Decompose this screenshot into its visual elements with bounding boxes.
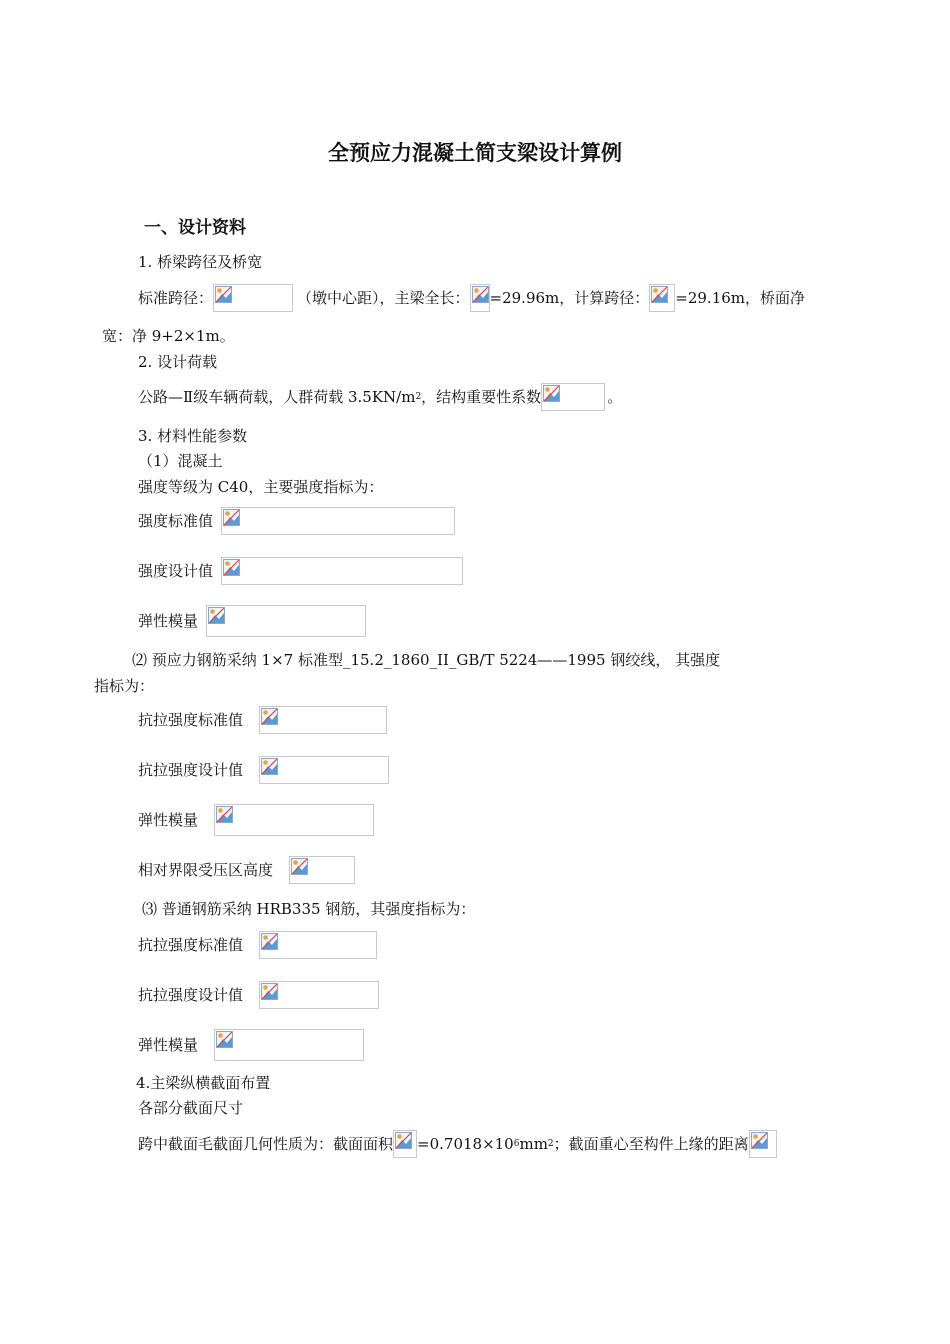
text: 公路—Ⅱ级车辆荷载，人群荷载 3.5KN/m (138, 388, 416, 406)
formula-image (221, 507, 455, 535)
formula-image (749, 1130, 777, 1158)
broken-image-icon (651, 286, 668, 303)
paragraph (138, 1130, 777, 1158)
text: 跨中截面毛截面几何性质为：截面面积 (138, 1135, 394, 1153)
subsection-heading: 1. 桥梁跨径及桥宽 (138, 253, 263, 271)
subsection-heading: 3. 材料性能参数 (138, 427, 248, 445)
formula-image (393, 1130, 417, 1158)
broken-image-icon (216, 1031, 233, 1048)
text: 强度等级为 C40，主要强度指标为： (138, 478, 384, 496)
text: 宽：净 9+2×1m。 (102, 327, 235, 345)
formula-image (206, 605, 366, 637)
subsection-heading: 4.主梁纵横截面布置 (136, 1074, 271, 1092)
broken-image-icon (208, 607, 225, 624)
formula-image (213, 284, 293, 312)
formula-image (259, 931, 377, 959)
formula-image (649, 284, 675, 312)
broken-image-icon (261, 708, 278, 725)
parameter-row (138, 557, 463, 585)
formula-image (214, 1029, 364, 1061)
parameter-label: 强度设计值 (138, 562, 214, 580)
parameter-row (138, 981, 379, 1009)
text: （墩中心距），主梁全长： (297, 289, 470, 307)
parameter-label: 抗拉强度标准值 (138, 936, 244, 954)
parameter-label: 相对界限受压区高度 (138, 861, 274, 879)
parameter-label: 抗拉强度设计值 (138, 986, 244, 1004)
parameter-row (138, 756, 389, 784)
formula-image (470, 284, 490, 312)
text: 。 (607, 388, 623, 406)
text: 各部分截面尺寸 (138, 1099, 244, 1117)
subsection-heading: 2. 设计荷载 (138, 353, 218, 371)
section-heading: 一、设计资料 (144, 218, 246, 238)
broken-image-icon (543, 385, 560, 402)
broken-image-icon (223, 509, 240, 526)
formula-image (214, 804, 374, 836)
broken-image-icon (472, 286, 489, 303)
formula-image (541, 383, 605, 411)
broken-image-icon (291, 858, 308, 875)
text: mm (519, 1135, 548, 1153)
text: ⑵ 预应力钢筋采纳 1×7 标准型_15.2_1860_II_GB/T 5224——1995 钢绞线， 其强度 (132, 651, 721, 669)
broken-image-icon (215, 286, 232, 303)
formula-image (289, 856, 355, 884)
parameter-row (138, 1029, 364, 1061)
broken-image-icon (395, 1132, 412, 1149)
parameter-label: 弹性模量 (138, 1036, 199, 1054)
parameter-label: 抗拉强度设计值 (138, 761, 244, 779)
broken-image-icon (261, 933, 278, 950)
formula-image (259, 706, 387, 734)
text: （1）混凝土 (138, 452, 223, 470)
parameter-row (138, 507, 455, 535)
superscript: 2 (415, 392, 422, 402)
broken-image-icon (216, 806, 233, 823)
paragraph (138, 284, 805, 312)
formula-image (221, 557, 463, 585)
parameter-label: 抗拉强度标准值 (138, 711, 244, 729)
parameter-row (138, 605, 366, 637)
broken-image-icon (223, 559, 240, 576)
text: ⑶ 普通钢筋采纳 HRB335 钢筋，其强度指标为： (142, 900, 476, 918)
text: ，结构重要性系数 (421, 388, 542, 406)
paragraph (138, 383, 622, 411)
parameter-label: 强度标准值 (138, 512, 214, 530)
text: 标准跨径： (138, 289, 214, 307)
superscript: 2 (547, 1139, 554, 1149)
formula-image (259, 756, 389, 784)
broken-image-icon (261, 983, 278, 1000)
superscript: 6 (513, 1139, 520, 1149)
parameter-row (138, 931, 377, 959)
text: ；截面重心至构件上缘的距离 (553, 1135, 749, 1153)
page-title: 全预应力混凝土简支梁设计算例 (328, 141, 622, 165)
parameter-label: 弹性模量 (138, 811, 199, 829)
broken-image-icon (751, 1132, 768, 1149)
text: 指标为： (94, 677, 155, 695)
parameter-row (138, 804, 374, 836)
parameter-label: 弹性模量 (138, 612, 199, 630)
broken-image-icon (261, 758, 278, 775)
parameter-row (138, 706, 387, 734)
text: =0.7018×10 (417, 1135, 514, 1153)
parameter-row (138, 856, 355, 884)
formula-image (259, 981, 379, 1009)
text: =29.16m，桥面净 (675, 289, 806, 307)
text: =29.96m，计算跨径： (489, 289, 650, 307)
